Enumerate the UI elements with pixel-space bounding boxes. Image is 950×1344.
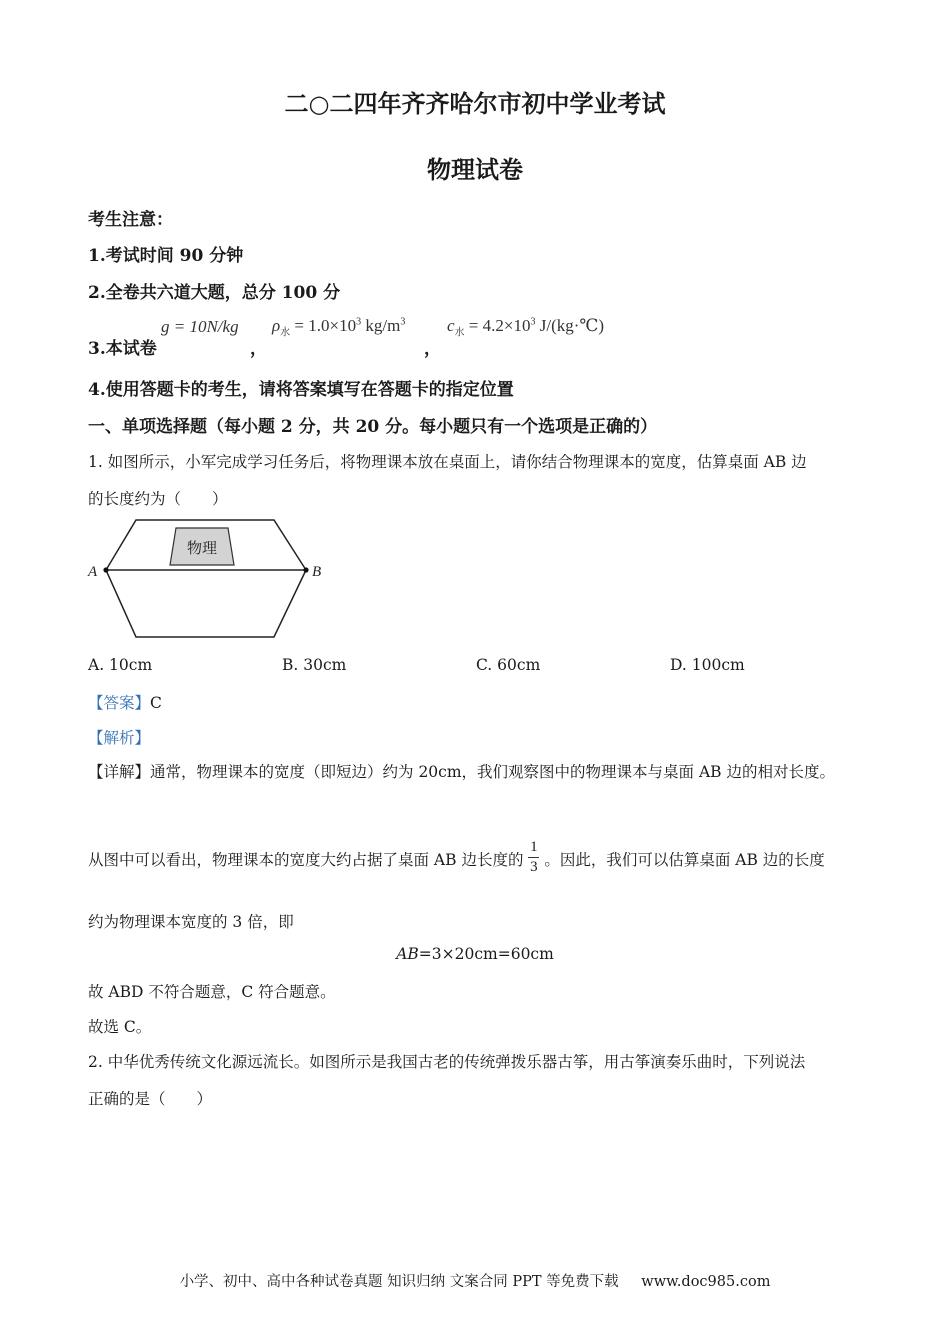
notice-item-2: 2.全卷共六道大题，总分 100 分 [88, 283, 341, 303]
exam-title: 二○二四年齐齐哈尔市初中学业考试 [284, 89, 666, 118]
q1-conclusion: 故选 C。 [88, 1018, 152, 1036]
footer-url[interactable]: www.doc985.com [641, 1274, 771, 1290]
q1-option-b: B. 30cm [282, 656, 347, 674]
point-b-label: B [312, 564, 322, 580]
q2-stem-line1: 2. 中华优秀传统文化源远流长。如图所示是我国古老的传统弹拨乐器古筝，用古筝演奏乐曲时，下列说法 [88, 1053, 806, 1071]
point-a-dot [103, 567, 108, 572]
notice-item-3: 3.本试卷 [88, 339, 157, 359]
water-specific-heat: $c_水 = 4.2\times 10^3$ J/(kg·℃) [447, 316, 605, 339]
water-density: $\rho_水 = 1.0\times 10^3$ $kg/m^3$ [272, 316, 406, 339]
comma-2: ， [424, 339, 441, 359]
q1-detail-line2: 从图中可以看出，物理课本的宽度大约占据了桌面 AB 边长度的 $\frac{1}{3}$ 。因此，我们可以估算桌面 AB 边的长度 [88, 839, 825, 875]
q2-stem-line2: 正确的是（ ） [88, 1090, 213, 1108]
comma-1: ， [250, 339, 267, 359]
section-heading: 一、单项选择题（每小题 2 分，共 20 分。每小题只有一个选项是正确的） [88, 417, 658, 437]
q1-option-a: A. 10cm [88, 656, 153, 674]
q1-option-c: C. 60cm [476, 656, 541, 674]
q1-detail-line4: 故 ABD 不符合题意，C 符合题意。 [88, 983, 336, 1001]
exam-subtitle: 物理试卷 [427, 155, 523, 184]
q1-formula: AB=3×20cm=60cm [396, 945, 554, 963]
notice-heading: 考生注意： [88, 210, 173, 230]
q1-detail-line1: 【详解】通常，物理课本的宽度（即短边）约为 20cm，我们观察图中的物理课本与桌面 AB 边的相对长度。 [88, 763, 835, 781]
point-a-label: A [88, 564, 98, 580]
notice-item-4: 4.使用答题卡的考生，请将答案填写在答题卡的指定位置 [88, 380, 514, 400]
gravity-constant: g = 10N/kg [161, 317, 239, 336]
book-label: 物理 [186, 539, 218, 557]
q1-answer: 【答案】C [88, 694, 162, 712]
page-footer: 小学、初中、高中各种试卷真题 知识归纳 文案合同 PPT 等免费下载 www.doc985.com [179, 1274, 771, 1290]
q1-stem-line2: 的长度约为（ ） [88, 490, 228, 508]
q1-detail-line3: 约为物理课本宽度的 3 倍，即 [88, 913, 294, 931]
q1-stem-line1: 1. 如图所示，小军完成学习任务后，将物理课本放在桌面上，请你结合物理课本的宽度，估算桌面 AB 边 [88, 453, 807, 471]
point-b-dot [303, 567, 308, 572]
notice-item-1: 1.考试时间 90 分钟 [88, 246, 244, 266]
fraction-one-third: $\frac{1}{3}$ [530, 839, 538, 875]
q1-desk-figure [86, 515, 336, 643]
q1-analysis-tag: 【解析】 [88, 729, 151, 747]
q1-option-d: D. 100cm [670, 656, 745, 674]
